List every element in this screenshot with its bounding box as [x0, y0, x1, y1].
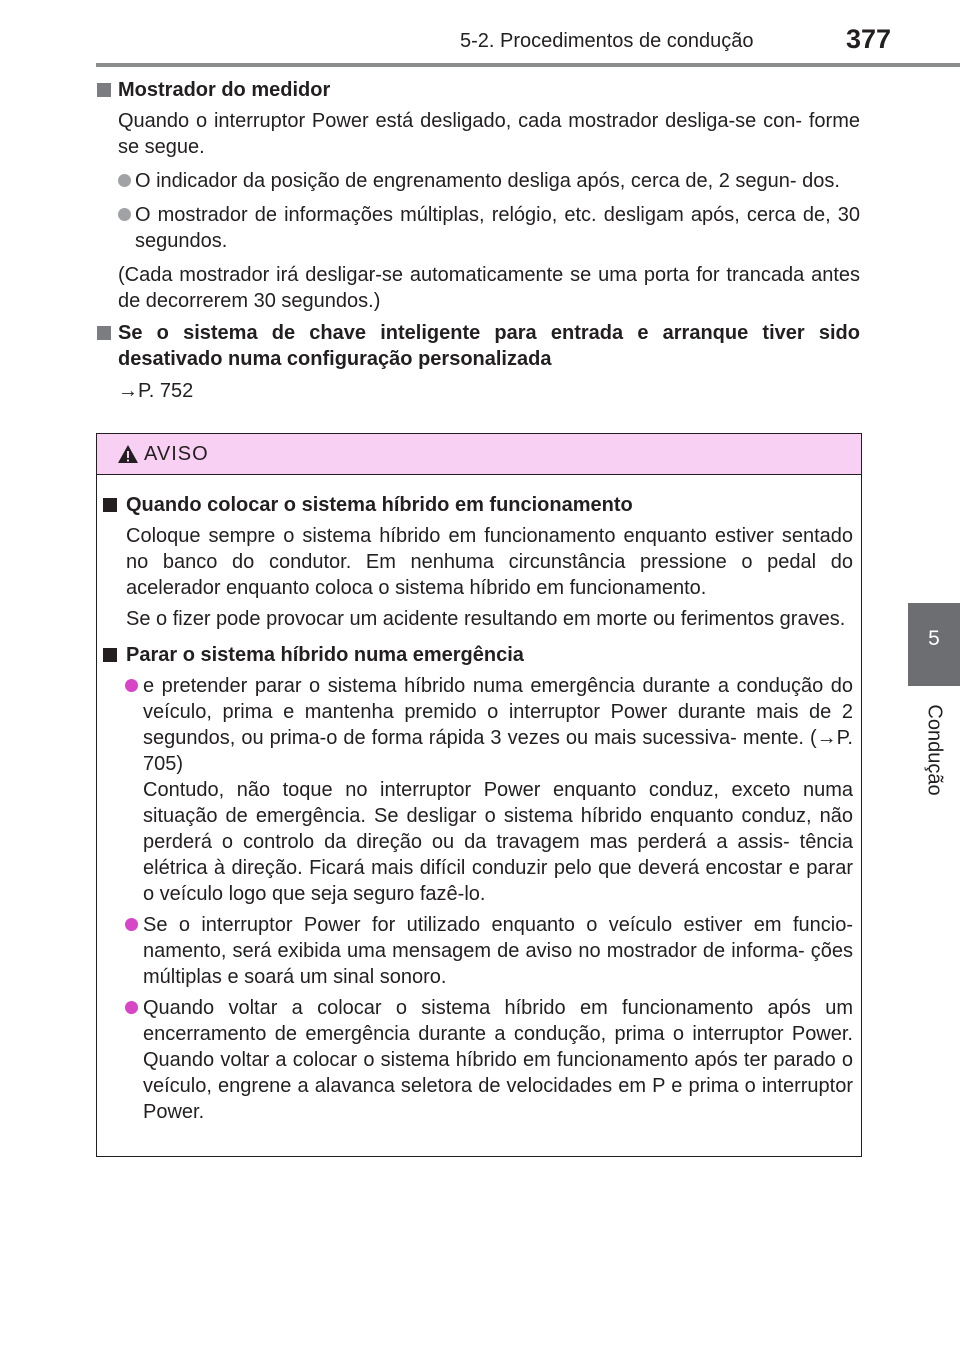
list-item: Se o interruptor Power for utilizado enquanto o veículo estiver em funcio- namento, será exibida uma mensagem de aviso no mostrador de informa- ções múltiplas e soará um sinal sonoro. — [103, 912, 853, 990]
round-bullet-icon — [125, 1001, 138, 1014]
main-content — [96, 77, 860, 404]
header-section-title: 5-2. Procedimentos de condução — [460, 30, 754, 52]
chapter-tab[interactable] — [908, 603, 960, 686]
warning-paragraph: Se o fizer pode provocar um acidente resultando em morte ou ferimentos graves. — [126, 608, 846, 630]
round-bullet-icon — [125, 679, 138, 692]
section-heading-meter-display: Mostrador do medidor — [96, 77, 860, 103]
section-note: (Cada mostrador irá desligar-se automaticamente se uma porta for trancada antes de decorrerem 30 segundos.) — [118, 264, 860, 312]
page-number: 377 — [846, 24, 892, 54]
round-bullet-icon — [118, 208, 131, 221]
section-intro: Quando o interruptor Power está desligado, cada mostrador desliga-se con- forme se segue. — [118, 110, 860, 158]
page-reference-link[interactable]: →P. 752 — [118, 380, 194, 402]
warning-paragraph: Coloque sempre o sistema híbrido em funcionamento enquanto estiver sentado no banco do condutor. Em nenhuma circunstância pressione o pedal do acelerador enquanto coloca o sistema híbrido em funcionamento. — [126, 525, 853, 599]
warning-header — [97, 434, 861, 475]
list-item: e pretender parar o sistema híbrido numa emergência durante a condução do veículo, prima e mantenha premido o interruptor Power durante mais de 2 segundos, ou prima-o de forma rápida 3 vezes ou mais sucessiva- mente. (→P. 705) Contudo, não toque no interruptor Power enquanto conduz, exceto numa situação de emergência. Se desligar o sistema híbrido enquanto conduz, não perderá o controlo da direção ou da travagem mas perderá a assis- tência elétrica à direção. Ficará mais difícil conduzir pelo que deverá encostar e parar o veículo logo que seja seguro fazê-lo. — [103, 673, 853, 907]
warning-heading-start: Quando colocar o sistema híbrido em funcionamento — [103, 492, 853, 518]
list-item: O indicador da posição de engrenamento desliga após, cerca de, 2 segun- dos. — [96, 168, 860, 194]
chapter-label: Condução — [923, 704, 946, 796]
round-bullet-icon — [125, 918, 138, 931]
square-bullet-icon — [97, 83, 111, 97]
square-bullet-icon — [103, 648, 117, 662]
warning-triangle-icon — [117, 444, 139, 464]
list-item: O mostrador de informações múltiplas, relógio, etc. desligam após, cerca de, 30 segundos. — [96, 202, 860, 254]
warning-body — [97, 475, 861, 1125]
header-divider — [96, 63, 960, 67]
warning-title: AVISO — [144, 443, 209, 465]
section-heading-smart-key: Se o sistema de chave inteligente para entrada e arranque tiver sido desativado numa configuração personalizada — [96, 320, 860, 372]
square-bullet-icon — [103, 498, 117, 512]
chapter-number: 5 — [928, 627, 940, 650]
warning-heading-emergency: Parar o sistema híbrido numa emergência — [103, 642, 853, 668]
round-bullet-icon — [118, 174, 131, 187]
warning-box — [96, 433, 862, 1157]
list-item: Quando voltar a colocar o sistema híbrido em funcionamento após um encerramento de emergência durante a condução, prima o interruptor Power. Quando voltar a colocar o sistema híbrido em funcionamento após ter parado o veículo, engrene a alavanca seletora de velocidades em P e prima o interruptor Power. — [103, 995, 853, 1125]
square-bullet-icon — [97, 326, 111, 340]
